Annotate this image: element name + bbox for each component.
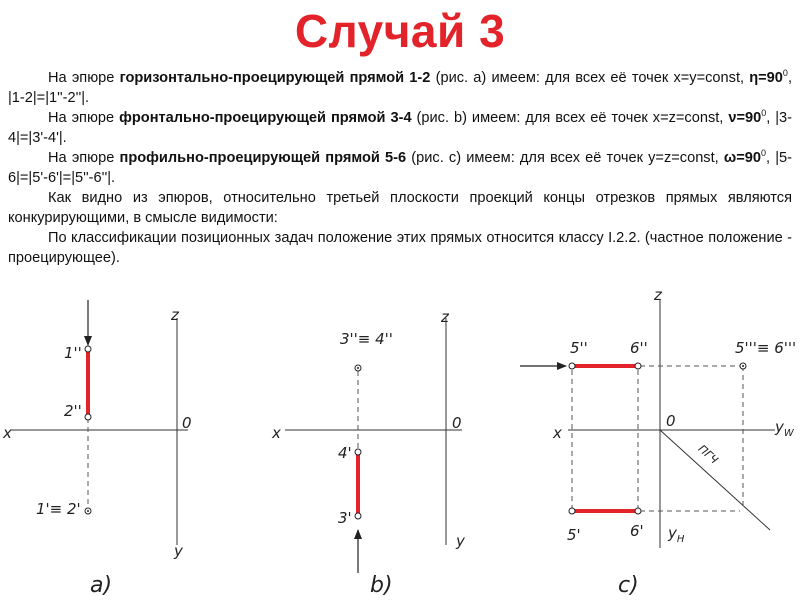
point-4f-label: 4' bbox=[338, 444, 352, 462]
bold-angle: ν=90 bbox=[728, 110, 762, 126]
degree-superscript: 0 bbox=[761, 108, 767, 118]
bisector-label: ПГЧ bbox=[695, 442, 721, 467]
axis-x-label: x bbox=[3, 424, 12, 442]
point-dot bbox=[357, 367, 359, 369]
axis-x-label: x bbox=[553, 424, 562, 442]
text-run: На эпюре bbox=[48, 150, 120, 166]
point-2ff bbox=[85, 414, 91, 420]
paragraph-classification: По классификации позиционных задач положение этих прямых относится классу I.2.2. (частное положение - проецирующее). bbox=[8, 230, 792, 266]
slide-title: Случай 3 bbox=[294, 5, 506, 57]
degree-superscript: 0 bbox=[782, 68, 788, 78]
point-3-4-frontal-label: 3''≡ 4'' bbox=[340, 330, 393, 348]
axis-yw-label: $y_W$ bbox=[775, 418, 794, 439]
point-dot bbox=[742, 365, 744, 367]
point-6ff bbox=[635, 363, 641, 369]
text-run: , |3-4|=|3'-4'|. bbox=[8, 110, 793, 146]
figure-b bbox=[271, 308, 466, 598]
point-6f bbox=[635, 508, 641, 514]
point-2ff-label: 2'' bbox=[64, 402, 82, 420]
point-1-2-horizontal-label: 1'≡ 2' bbox=[36, 500, 81, 518]
origin-label: 0 bbox=[666, 412, 676, 430]
bisector-line bbox=[660, 430, 770, 530]
text-run: (рис. b) имеем: для всех её точек x=z=const, bbox=[411, 110, 729, 126]
axis-yh-label: $y_H$ bbox=[668, 524, 685, 545]
bold-angle: ω=90 bbox=[723, 150, 761, 166]
point-3f bbox=[355, 513, 361, 519]
origin-label: 0 bbox=[182, 414, 192, 432]
point-5f bbox=[569, 508, 575, 514]
text-run: , |1-2|=|1''-2''|. bbox=[8, 70, 792, 106]
figure-a-label: а) bbox=[90, 573, 113, 598]
axis-z-label: z bbox=[441, 308, 449, 326]
point-5f-label: 5' bbox=[567, 526, 581, 544]
text-run: (рис. с) имеем: для всех её точек y=z=const, bbox=[406, 150, 724, 166]
figure-b-label: b) bbox=[370, 573, 393, 598]
paragraph-competing-points: Как видно из эпюров, относительно третьей плоскости проекций концы отрезков прямых являются конкурирующими, в смысле видимости: bbox=[8, 190, 792, 226]
origin-label: 0 bbox=[452, 414, 462, 432]
figure-c-label: c) bbox=[618, 573, 639, 598]
axis-z-label: z bbox=[654, 286, 662, 304]
text-run: , |5-6|=|5'-6'|=|5''-6''|. bbox=[8, 150, 792, 186]
axis-y-label: y bbox=[174, 542, 183, 560]
bold-angle: η=90 bbox=[749, 70, 783, 86]
point-5ff bbox=[569, 363, 575, 369]
axis-y-label: y bbox=[456, 532, 465, 550]
figure-a bbox=[2, 300, 192, 598]
point-dot bbox=[87, 510, 89, 512]
bold-term: профильно-проецирующей прямой 5-6 bbox=[119, 150, 407, 166]
text-run: (рис. а) имеем: для всех её точек x=y=const, bbox=[430, 70, 750, 86]
text-run: На эпюре bbox=[48, 70, 120, 86]
point-3f-label: 3' bbox=[338, 509, 352, 527]
point-5ff-label: 5'' bbox=[570, 339, 588, 357]
point-5-6-profile-label: 5'''≡ 6''' bbox=[735, 339, 797, 357]
text-run: На эпюре bbox=[48, 110, 120, 126]
point-6f-label: 6' bbox=[630, 522, 644, 540]
point-4f bbox=[355, 449, 361, 455]
point-1ff bbox=[85, 346, 91, 352]
axis-z-label: z bbox=[171, 306, 179, 324]
point-6ff-label: 6'' bbox=[630, 339, 648, 357]
bold-term: фронтально-проецирующей прямой 3-4 bbox=[119, 110, 412, 126]
figure-c bbox=[520, 286, 796, 598]
bold-term: горизонтально-проецирующей прямой 1-2 bbox=[119, 70, 431, 86]
axis-x-label: x bbox=[272, 424, 281, 442]
degree-superscript: 0 bbox=[760, 148, 766, 158]
point-1ff-label: 1'' bbox=[64, 344, 82, 362]
